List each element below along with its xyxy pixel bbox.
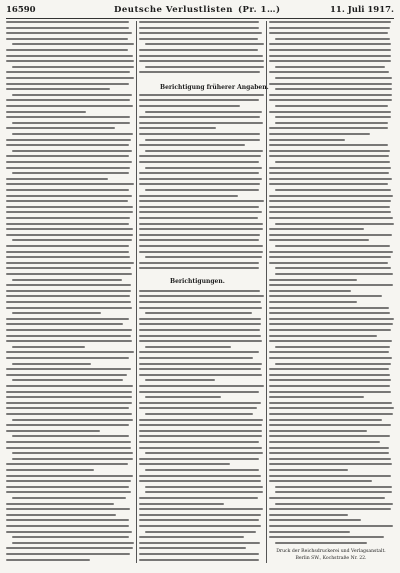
text-line [269, 323, 393, 325]
text-line [269, 211, 391, 213]
text-line [275, 105, 388, 107]
text-line [12, 94, 132, 96]
text-line [139, 32, 262, 34]
text-line [6, 519, 129, 521]
text-line [269, 463, 392, 465]
text-line [145, 379, 215, 381]
text-line [6, 234, 133, 236]
text-line [6, 60, 134, 62]
text-line [12, 133, 133, 135]
text-line [139, 536, 244, 538]
text-line [269, 318, 394, 320]
text-line [12, 172, 129, 174]
text-line [145, 469, 259, 471]
text-line [6, 469, 94, 471]
text-line [6, 38, 128, 40]
text-line [139, 228, 263, 230]
column-left [6, 21, 134, 566]
text-line [12, 312, 101, 314]
text-line [275, 486, 392, 488]
text-line [269, 435, 390, 437]
text-line [269, 307, 389, 309]
text-line [139, 424, 262, 426]
text-line [139, 559, 259, 561]
text-line [6, 424, 129, 426]
text-line [6, 407, 129, 409]
text-line [6, 200, 128, 202]
text-line [269, 167, 391, 169]
text-line [139, 94, 264, 96]
text-line [275, 122, 388, 124]
text-line [269, 83, 392, 85]
text-line [12, 536, 129, 538]
text-line [269, 178, 392, 180]
text-line [275, 346, 390, 348]
text-line [269, 239, 369, 241]
text-line [269, 217, 393, 219]
text-line [6, 430, 100, 432]
column-divider-1 [136, 21, 137, 563]
text-line [269, 458, 391, 460]
text-line [269, 480, 372, 482]
text-line [269, 374, 390, 376]
text-line [269, 55, 391, 57]
text-line [269, 424, 391, 426]
text-line [139, 223, 263, 225]
text-line [145, 66, 264, 68]
text-line [139, 133, 260, 135]
text-line [6, 402, 132, 404]
text-line [6, 290, 131, 292]
text-line [6, 49, 128, 51]
text-line [6, 183, 134, 185]
text-line [6, 413, 132, 415]
text-line [6, 531, 132, 533]
text-line [6, 206, 133, 208]
text-line [269, 396, 364, 398]
text-line [139, 407, 257, 409]
text-line [269, 251, 393, 253]
text-line [6, 547, 133, 549]
text-line [6, 267, 131, 269]
text-line [6, 503, 114, 505]
text-line [139, 172, 259, 174]
text-line [139, 542, 260, 544]
text-line [145, 312, 252, 314]
text-line [145, 413, 253, 415]
text-line [139, 430, 262, 432]
text-line [6, 245, 129, 247]
text-line [12, 122, 130, 124]
text-line [139, 267, 259, 269]
header-date: 11. Juli 1917. [330, 5, 394, 15]
page-number: 16590 [6, 5, 36, 15]
text-line [6, 340, 132, 342]
text-line [269, 139, 345, 141]
text-line [6, 217, 130, 219]
text-line [275, 363, 391, 365]
text-line [139, 161, 259, 163]
text-line [145, 256, 262, 258]
text-line [139, 497, 258, 499]
text-line [139, 402, 261, 404]
text-line [6, 553, 130, 555]
text-line [269, 27, 390, 29]
text-line [6, 83, 129, 85]
text-line [269, 351, 389, 353]
text-line [139, 245, 263, 247]
text-line [139, 458, 259, 460]
text-line [12, 419, 133, 421]
text-line [139, 262, 259, 264]
text-line [6, 525, 129, 527]
text-line [145, 139, 260, 141]
text-line [269, 133, 370, 135]
text-line [269, 385, 390, 387]
text-line [6, 508, 130, 510]
text-line [269, 279, 357, 281]
text-line [269, 290, 351, 292]
text-line [139, 105, 240, 107]
text-line [269, 234, 392, 236]
text-line [269, 200, 391, 202]
text-line [6, 374, 127, 376]
text-line [139, 503, 224, 505]
text-line [139, 206, 259, 208]
text-line [12, 279, 122, 281]
text-line [269, 195, 393, 197]
text-line [139, 463, 230, 465]
text-line [139, 519, 259, 521]
text-line [139, 307, 262, 309]
text-line [6, 155, 129, 157]
text-line [6, 396, 132, 398]
text-line [12, 43, 134, 45]
text-line [139, 239, 259, 241]
text-line [6, 195, 132, 197]
text-line [269, 508, 391, 510]
text-line [12, 239, 132, 241]
text-line [12, 66, 134, 68]
text-line [269, 127, 388, 129]
text-line [139, 234, 260, 236]
text-line [269, 32, 388, 34]
text-line [12, 435, 129, 437]
text-line [275, 503, 393, 505]
text-line [6, 228, 133, 230]
text-line [6, 480, 131, 482]
text-line [6, 318, 129, 320]
text-line [269, 413, 393, 415]
text-line [269, 284, 393, 286]
column-divider-2 [266, 21, 267, 563]
text-line [269, 99, 392, 101]
text-line [269, 531, 350, 533]
text-line [139, 178, 262, 180]
text-line [6, 251, 129, 253]
text-line [6, 463, 128, 465]
text-line [139, 127, 216, 129]
text-line [269, 206, 390, 208]
text-line [6, 357, 129, 359]
text-line [275, 189, 391, 191]
text-line [6, 111, 86, 113]
text-line [6, 127, 115, 129]
text-line [6, 139, 131, 141]
text-line [275, 542, 367, 544]
text-line [269, 519, 361, 521]
text-line [6, 295, 130, 297]
text-line [139, 38, 258, 40]
column-right [269, 21, 394, 566]
text-line [269, 60, 391, 62]
text-line [139, 155, 261, 157]
text-line [269, 49, 391, 51]
text-line [269, 21, 391, 23]
text-line [12, 542, 134, 544]
text-line [6, 116, 130, 118]
text-line [139, 116, 260, 118]
text-line [6, 368, 131, 370]
text-line [6, 88, 110, 90]
text-line [6, 447, 131, 449]
text-line [139, 335, 261, 337]
text-line [139, 251, 263, 253]
text-line [269, 228, 364, 230]
text-line [139, 211, 262, 213]
text-line [139, 122, 263, 124]
text-line [145, 396, 221, 398]
text-line [6, 273, 132, 275]
text-line [6, 211, 133, 213]
text-line [145, 111, 262, 113]
text-line [6, 32, 132, 34]
text-line [145, 150, 263, 152]
text-line [269, 441, 380, 443]
text-line [269, 183, 388, 185]
text-line [269, 312, 390, 314]
text-line [139, 99, 259, 101]
text-line [269, 340, 392, 342]
text-line [6, 262, 134, 264]
text-line [6, 55, 133, 57]
text-line [139, 329, 260, 331]
text-line [6, 514, 116, 516]
text-line [139, 480, 261, 482]
text-line [139, 323, 261, 325]
text-line [139, 525, 261, 527]
text-line [269, 295, 382, 297]
text-line [269, 150, 390, 152]
text-line [6, 475, 133, 477]
text-line [269, 357, 392, 359]
text-line [269, 525, 393, 527]
text-line [6, 189, 129, 191]
text-line [275, 66, 385, 68]
text-line [275, 267, 391, 269]
text-line [6, 21, 129, 23]
text-line [6, 105, 133, 107]
text-line [6, 161, 132, 163]
text-line [145, 486, 263, 488]
text-line [6, 178, 108, 180]
text-line [269, 43, 391, 45]
text-line [6, 301, 131, 303]
text-line [269, 402, 392, 404]
column-middle [139, 21, 264, 566]
text-line [269, 111, 391, 113]
text-line [275, 223, 394, 225]
text-line [269, 301, 357, 303]
text-line [6, 335, 131, 337]
text-line [6, 486, 129, 488]
text-line [139, 419, 263, 421]
text-line [6, 223, 129, 225]
text-line [139, 340, 262, 342]
header-rule [6, 18, 394, 19]
text-line [6, 329, 132, 331]
text-line [139, 441, 259, 443]
text-line [269, 94, 392, 96]
text-line [6, 284, 131, 286]
text-line [269, 497, 385, 499]
text-line [275, 161, 390, 163]
text-line [145, 452, 263, 454]
text-line [12, 452, 133, 454]
text-line [269, 368, 389, 370]
text-line [275, 491, 392, 493]
text-line [6, 491, 131, 493]
text-line [275, 116, 391, 118]
text-line [269, 430, 367, 432]
text-line [269, 419, 382, 421]
text-line [145, 43, 264, 45]
text-line [139, 435, 262, 437]
text-line [6, 351, 134, 353]
text-line [6, 144, 129, 146]
text-line [139, 60, 264, 62]
text-line [269, 329, 391, 331]
text-line [139, 55, 263, 57]
text-line [139, 21, 259, 23]
text-line [269, 514, 348, 516]
text-line [12, 346, 85, 348]
text-line [269, 475, 391, 477]
text-line [6, 385, 133, 387]
text-line [6, 71, 130, 73]
text-line [139, 49, 258, 51]
text-line [145, 531, 256, 533]
text-line [275, 245, 390, 247]
text-line [139, 200, 264, 202]
text-line [269, 262, 388, 264]
text-line [269, 536, 384, 538]
text-line [139, 385, 264, 387]
text-line [139, 27, 259, 29]
text-line [12, 497, 126, 499]
text-line [269, 144, 388, 146]
issue-number: (Pr. 1…) [238, 5, 281, 15]
footer-address: Berlin SW., Kochstraße Nr. 22. [295, 556, 367, 561]
text-line [269, 469, 348, 471]
text-line [275, 38, 390, 40]
text-line [6, 256, 130, 258]
text-line [139, 357, 253, 359]
text-line [139, 447, 262, 449]
text-line [6, 559, 90, 561]
text-line [269, 391, 391, 393]
text-line [145, 346, 231, 348]
text-line [269, 335, 377, 337]
text-line [269, 407, 394, 409]
text-line [139, 301, 261, 303]
text-line [275, 77, 392, 79]
text-line [139, 514, 261, 516]
text-line [139, 144, 245, 146]
text-line [275, 273, 393, 275]
text-line [6, 99, 130, 101]
text-line [139, 295, 264, 297]
text-line [12, 150, 132, 152]
text-line [139, 183, 260, 185]
text-line [139, 374, 262, 376]
page-header [6, 5, 394, 18]
text-line [6, 167, 130, 169]
text-line [145, 167, 262, 169]
text-line [269, 452, 389, 454]
text-line [275, 88, 392, 90]
footer-printer: Druck der Reichsdruckerei und Verlagsanstalt. [276, 549, 386, 554]
text-line [12, 363, 91, 365]
text-line [145, 189, 259, 191]
text-line [139, 391, 259, 393]
text-line [145, 491, 263, 493]
header-title: Deutsche Verlustlisten [114, 5, 233, 15]
text-line [269, 71, 389, 73]
text-line [139, 318, 261, 320]
text-line [269, 172, 389, 174]
text-line [139, 547, 246, 549]
text-line [269, 155, 389, 157]
text-line [6, 323, 123, 325]
text-line [12, 379, 123, 381]
text-line [6, 307, 132, 309]
text-line [139, 290, 260, 292]
text-line [139, 368, 261, 370]
text-line [139, 363, 262, 365]
text-line [139, 217, 258, 219]
section-heading-corrections-earlier: Berichtigung früherer Angaben. [160, 84, 269, 91]
section-heading-corrections: Berichtigungen. [170, 278, 225, 285]
text-line [269, 379, 391, 381]
text-line [269, 256, 391, 258]
text-line [139, 475, 261, 477]
text-line [6, 441, 131, 443]
text-line [6, 77, 134, 79]
text-line [139, 508, 263, 510]
text-line [139, 553, 259, 555]
text-line [139, 195, 238, 197]
text-line [139, 71, 260, 73]
text-line [6, 391, 132, 393]
text-line [139, 351, 259, 353]
text-line [12, 458, 133, 460]
text-line [269, 447, 389, 449]
text-line [6, 27, 129, 29]
